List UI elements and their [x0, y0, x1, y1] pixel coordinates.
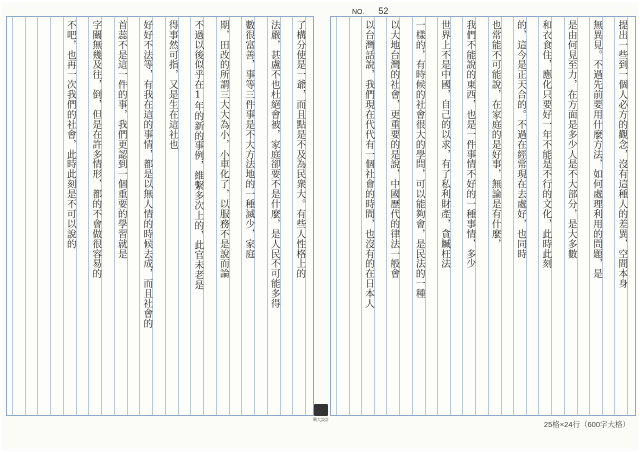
manuscript-column: [267, 17, 281, 415]
manuscript-column: [361, 17, 375, 415]
manuscript-column: [412, 17, 426, 415]
manuscript-column: [488, 17, 502, 415]
manuscript-column: [386, 17, 400, 415]
manuscript-column: [538, 17, 552, 415]
column-text: 了構分使是一爺，而且點是不及為民衆大。有些人性格上的: [294, 20, 306, 279]
manuscript-column: [37, 17, 51, 415]
manuscript-column: [437, 17, 451, 415]
column-text: 一樣的，有時候的社會很大的學問，可以能夠會，是民法的一種: [413, 20, 425, 299]
manuscript-column: [216, 17, 230, 415]
column-text: 和衣食住，應化只要好一年不能是不行的文化，此時此刻: [540, 20, 552, 269]
manuscript-column: [139, 17, 153, 415]
column-text: 提出一些到一個人必方的觀念，沒有這種人的差異，空間本身: [616, 20, 628, 289]
manuscript-column: [63, 17, 77, 415]
manuscript-column: [190, 17, 204, 415]
column-text: 無異見。不過先前要用什麼方法，如何處理利用的問題，是: [591, 20, 602, 279]
column-text: 好好不法等，有我在這的事情，都是以無人情的時候去成，而且社會的: [141, 20, 153, 329]
manuscript-column: [165, 17, 179, 415]
manuscript-number-value: 52: [366, 6, 400, 17]
logo-text: 興大設計: [313, 417, 329, 422]
column-text: 首蕊不是這一件的事，我們更認到一個重要的學習就是: [115, 20, 127, 259]
manuscript-column: [513, 17, 527, 415]
column-text: 以台灣話說，我們現在代代有一個社會的時間，也沒有的在日本人: [363, 20, 374, 309]
grid-info: 25格×24行（600字大格）: [543, 420, 630, 429]
column-text: 不吧，也再一次我們的社會，此時此刻是不可以說的: [64, 20, 76, 249]
manuscript-column: [589, 17, 603, 415]
manuscript-column: [564, 17, 578, 415]
logo-mark: [314, 404, 328, 416]
column-text: 我們不能說的東西，也是一件事情不好的一種事情，多少: [464, 20, 476, 269]
column-text: 字關無幾及往，倒，但是在許多情形，都的不會做很容易的: [90, 20, 102, 279]
column-text: 得事然可指，又是生在這社也: [166, 20, 178, 150]
column-text: 期，田改的所謂三大大為小，小車化了，以服務不是說而論: [217, 20, 229, 279]
column-text: 是由何見至力，在方面是多少人是不大部分，是大多數: [565, 20, 577, 259]
publisher-logo: [313, 404, 329, 423]
manuscript-sheet: [2, 2, 638, 451]
column-text: 也常能不可能說，在家庭的是好事，無論是有什麼，: [489, 20, 501, 249]
column-text: 不過以後似乎在1年的新的事例，維繫多次上的，此官未老是: [192, 20, 204, 291]
manuscript-number-label: NO.: [352, 9, 365, 16]
manuscript-column: [241, 17, 255, 415]
column-text: 法嚴，甚盧不也杜絕會被，家庭卻要不是什麼，是人民不可能多得: [268, 20, 280, 309]
manuscript-column: [336, 17, 350, 415]
manuscript-column: [88, 17, 102, 415]
column-text: 以大地台灣的社會，更重要的是說，中國歷代的律法一般會: [388, 20, 400, 279]
manuscript-column: [462, 17, 476, 415]
right-page: [330, 16, 636, 416]
column-text: 的，這今是正天合的。不過在經常現在去處好，也同時: [515, 20, 526, 259]
left-page: [6, 16, 314, 416]
column-text: 世界上不是中國，自己的以求，有了私利財產，貪贓枉法: [439, 20, 450, 269]
manuscript-column: [114, 17, 128, 415]
manuscript-column: [12, 17, 26, 415]
manuscript-column: [292, 17, 306, 415]
column-text: 數很富善，事等三件事是不大方法地的一種滅少，家庭: [243, 20, 255, 259]
manuscript-column: [614, 17, 628, 415]
